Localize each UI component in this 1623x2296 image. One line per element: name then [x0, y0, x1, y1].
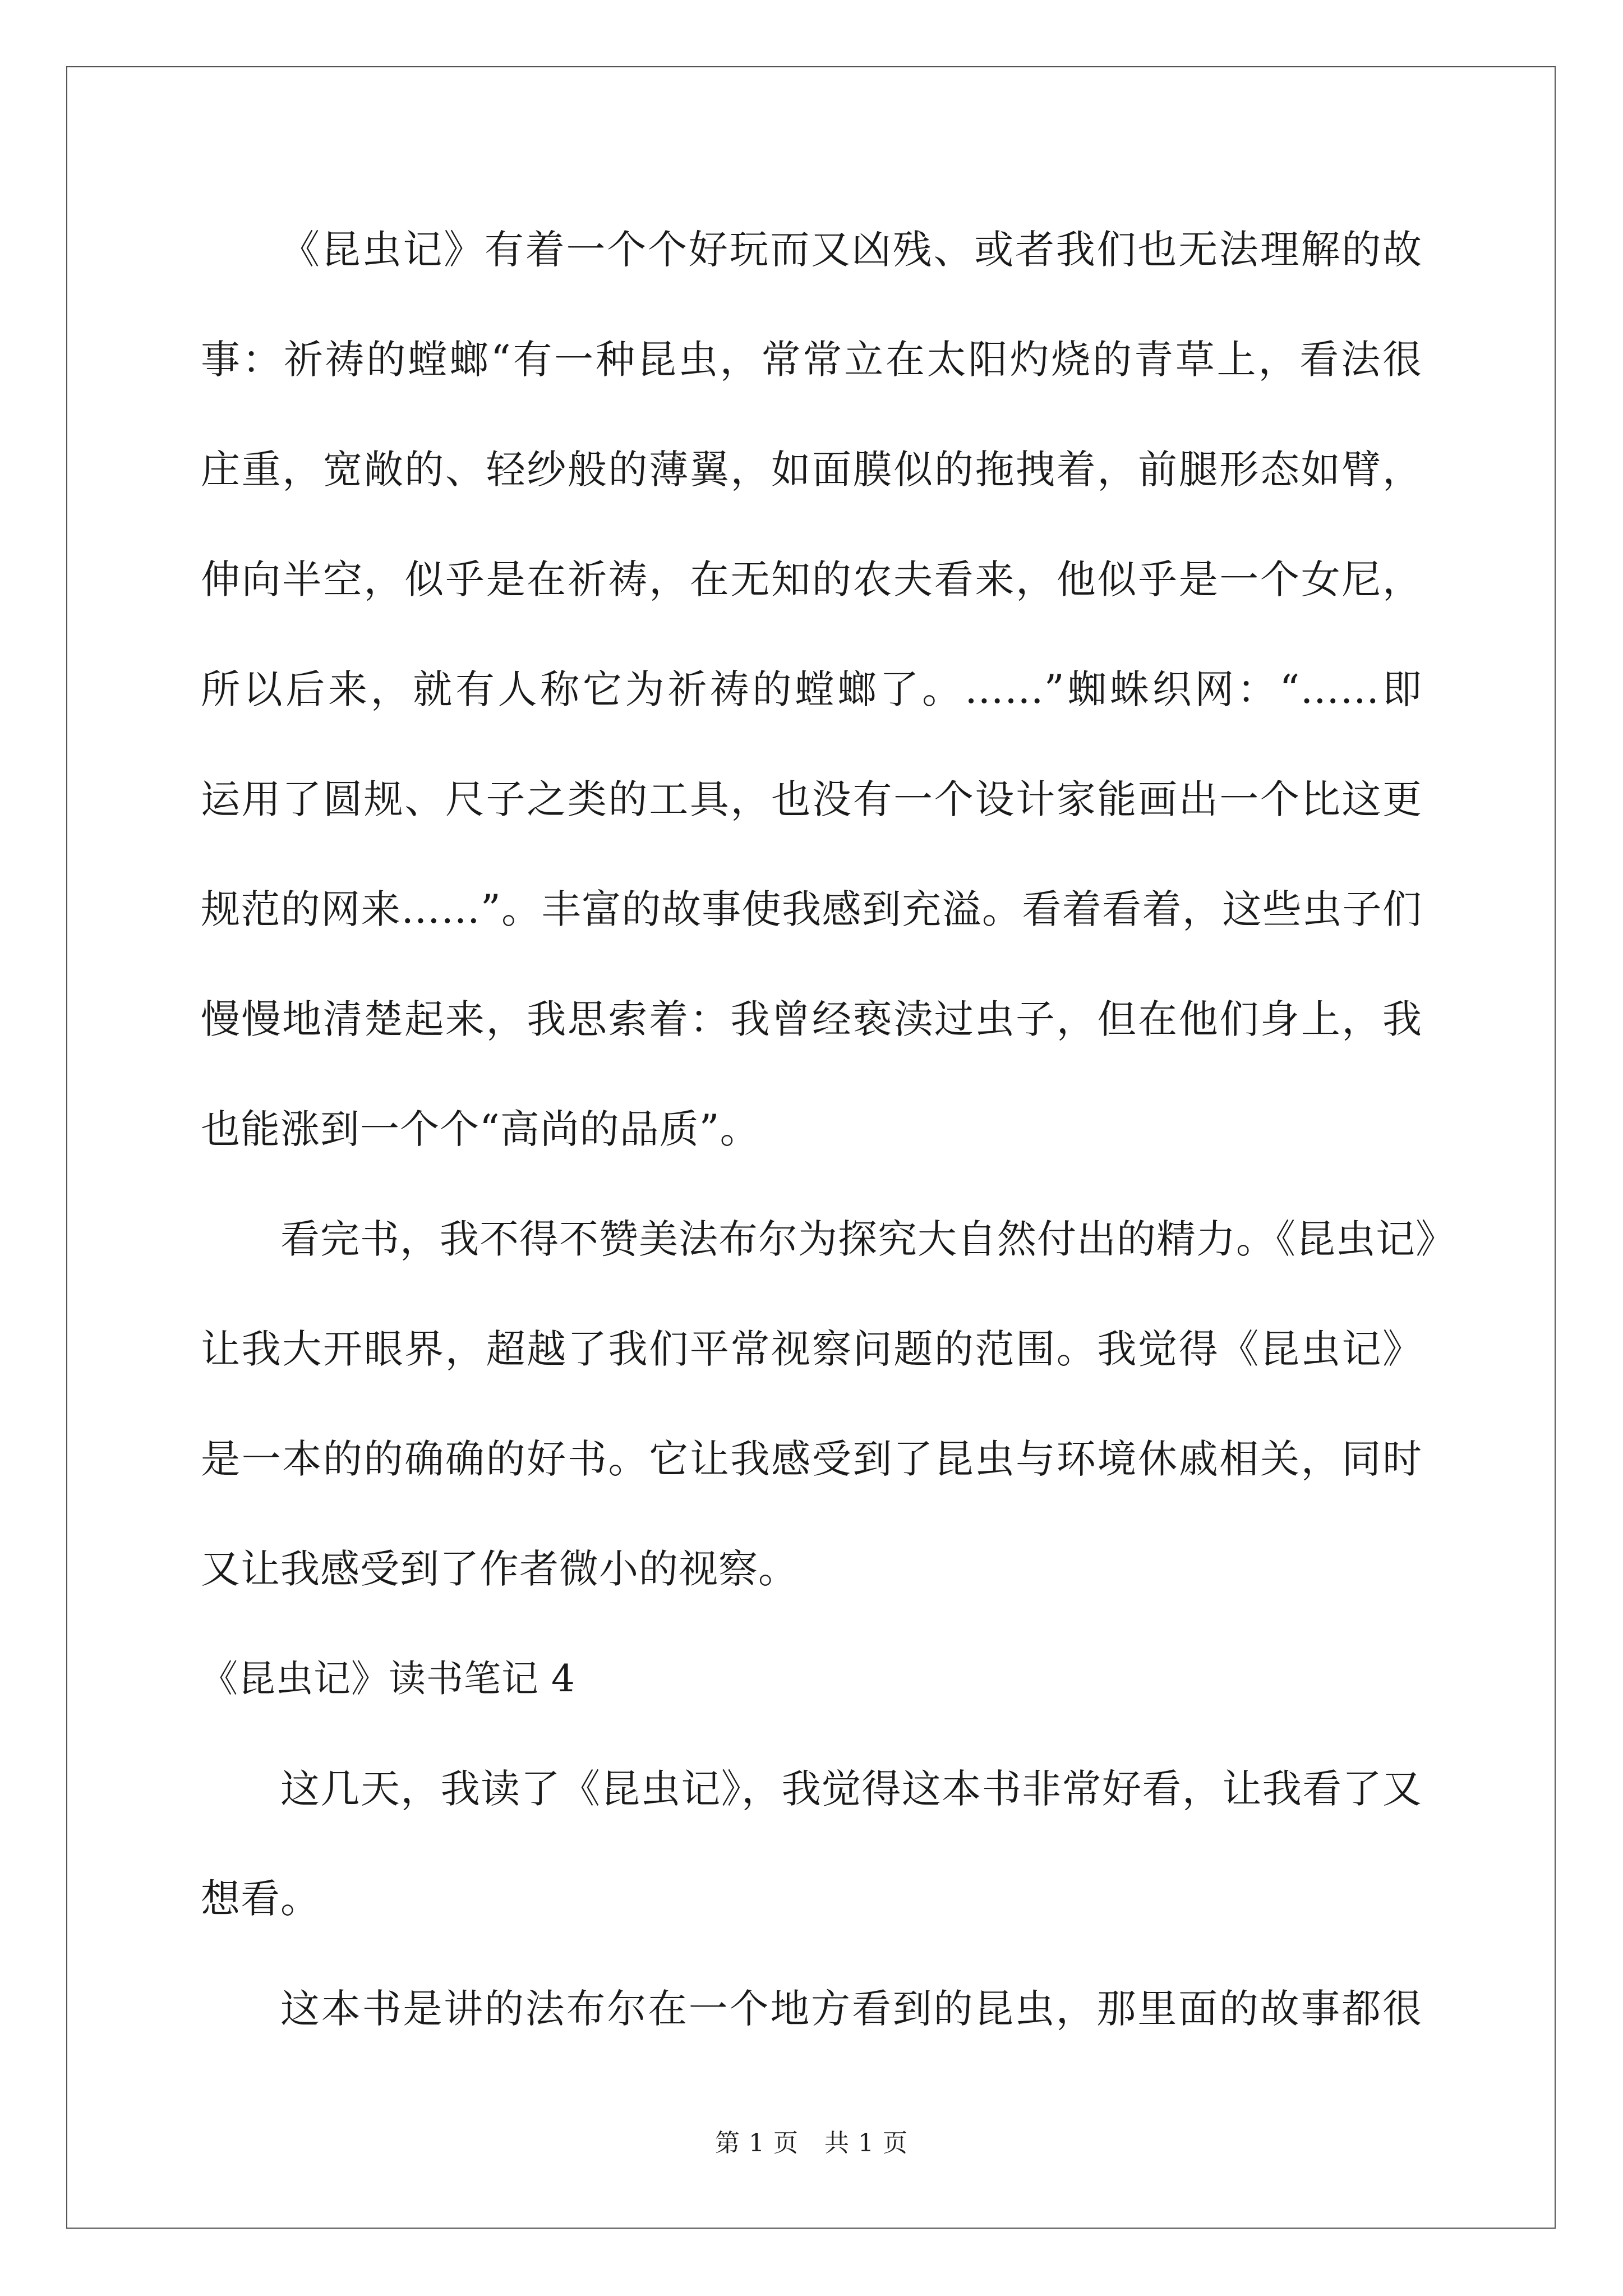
paragraph-4-line-1: 这本书是讲的法布尔在一个地方看到的昆虫，那里面的故事都很: [280, 1986, 1422, 2032]
paragraph-2-line-4: 又让我感受到了作者微小的视察。: [201, 1546, 798, 1592]
paragraph-1-line-1: 《昆虫记》有着一个个好玩而又凶残、或者我们也无法理解的故: [280, 227, 1422, 273]
paragraph-2-line-2: 让我大开眼界，超越了我们平常视察问题的范围。我觉得《昆虫记》: [201, 1326, 1422, 1372]
page-total: 共 1 页: [824, 2129, 908, 2157]
paragraph-1-line-9: 也能涨到一个个“高尚的品质”。: [201, 1106, 760, 1152]
paragraph-1-line-7: 规范的网来……”。丰富的故事使我感到充溢。看着看着，这些虫子们: [201, 886, 1422, 932]
section-heading: 《昆虫记》读书笔记 4: [201, 1657, 575, 1700]
page-number: 第 1 页: [715, 2129, 799, 2157]
paragraph-1-line-3: 庄重，宽敞的、轻纱般的薄翼，如面膜似的拖拽着，前腿形态如臂，: [201, 447, 1422, 493]
paragraph-3-line-1: 这几天，我读了《昆虫记》，我觉得这本书非常好看，让我看了又: [280, 1766, 1422, 1812]
paragraph-3-line-2: 想看。: [201, 1876, 320, 1922]
paragraph-2-line-3: 是一本的的确确的好书。它让我感受到了昆虫与环境休戚相关，同时: [201, 1436, 1422, 1482]
paragraph-1-line-6: 运用了圆规、尺子之类的工具，也没有一个设计家能画出一个比这更: [201, 776, 1422, 822]
page-footer: [0, 2123, 1623, 2159]
paragraph-1-line-8: 慢慢地清楚起来，我思索着：我曾经亵渎过虫子，但在他们身上，我: [201, 996, 1422, 1042]
paragraph-1-line-2: 事：祈祷的螳螂“有一种昆虫，常常立在太阳灼烧的青草上，看法很: [201, 337, 1422, 383]
paragraph-2-line-1: 看完书，我不得不赞美法布尔为探究大自然付出的精力。《昆虫记》: [280, 1216, 1455, 1262]
paragraph-1-line-4: 伸向半空，似乎是在祈祷，在无知的农夫看来，他似乎是一个女尼，: [201, 556, 1422, 602]
paragraph-1-line-5: 所以后来，就有人称它为祈祷的螳螂了。……”蜘蛛织网：“……即: [201, 666, 1422, 712]
